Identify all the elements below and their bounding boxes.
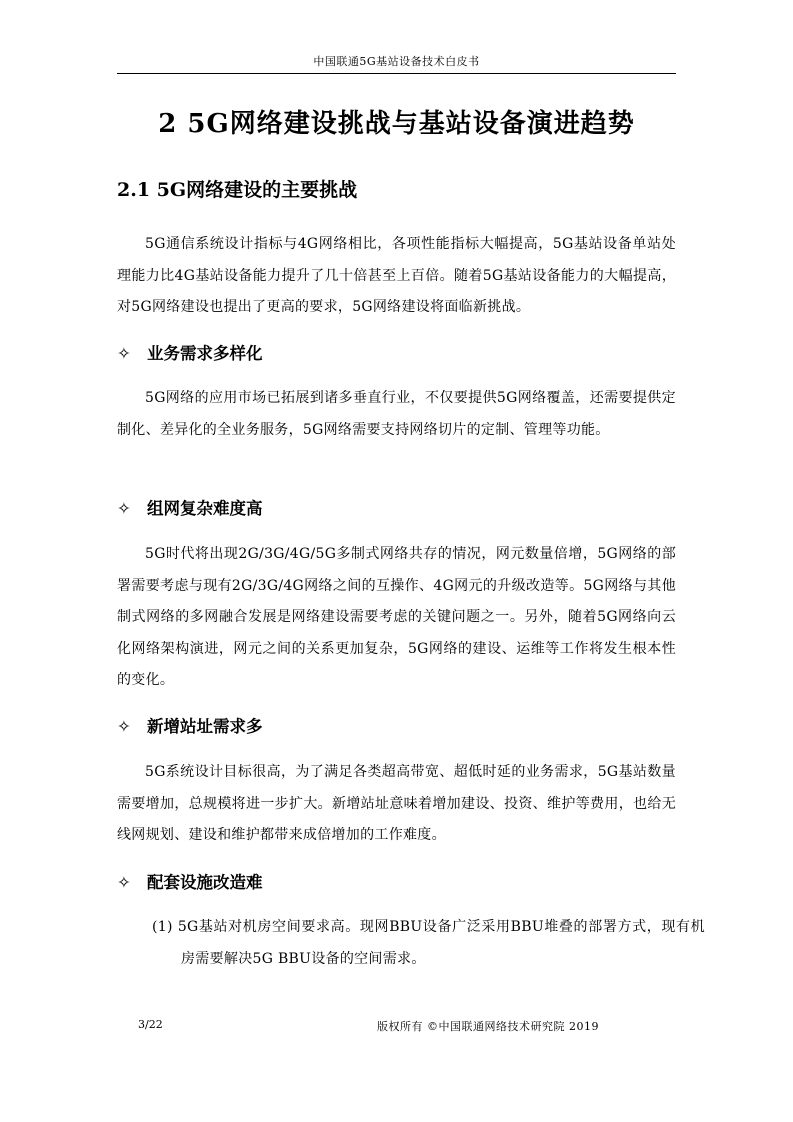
diamond-bullet-icon: ✧ bbox=[117, 499, 131, 518]
copyright-notice: 版权所有 ©中国联通网络技术研究院 2019 bbox=[377, 1020, 599, 1033]
header-divider bbox=[117, 73, 676, 74]
subsection-paragraph-2: 5G时代将出现2G/3G/4G/5G多制式网络共存的情况，网元数量倍增，5G网络的部署需要考虑与现有2G/3G/4G网络之间的互操作、4G网元的升级改造等。5G网络与其他制式网络的多网融合发展是网络建设需要考虑的关键问题之一。另外，随着5G网络向云化网络架构演进，网元之间的关系更加复杂，5G网络的建设、运维等工作将发生根本性的变化。 bbox=[117, 546, 676, 688]
subsection-title: 组网复杂难度高 bbox=[147, 499, 263, 518]
subsection-paragraph-1: 5G网络的应用市场已拓展到诸多垂直行业，不仅要提供5G网络覆盖，还需要提供定制化、差异化的全业务服务，5G网络需要支持网络切片的定制、管理等功能。 bbox=[117, 390, 676, 438]
subsection-heading-1 bbox=[117, 340, 263, 364]
running-header: 中国联通5G基站设备技术白皮书 bbox=[313, 55, 480, 68]
subsection-paragraph-3: 5G系统设计目标很高，为了满足各类超高带宽、超低时延的业务需求，5G基站数量需要增加，总规模将进一步扩大。新增站址意味着增加建设、投资、维护等费用，也给无线网规划、建设和维护都带来成倍增加的工作难度。 bbox=[117, 764, 676, 843]
subsection-title: 业务需求多样化 bbox=[147, 344, 263, 363]
subsection-title: 配套设施改造难 bbox=[147, 873, 263, 892]
section-title: 2.1 5G网络建设的主要挑战 bbox=[117, 179, 358, 201]
subsection-title: 新增站址需求多 bbox=[147, 717, 263, 736]
intro-paragraph: 5G通信系统设计指标与4G网络相比，各项性能指标大幅提高，5G基站设备单站处理能力比4G基站设备能力提升了几十倍甚至上百倍。随着5G基站设备能力的大幅提高，对5G网络建设也提出了更高的要求，5G网络建设将面临新挑战。 bbox=[117, 236, 676, 315]
subsection-heading-4 bbox=[117, 869, 263, 893]
list-item: (1) 5G基站对机房空间要求高。现网BBU设备广泛采用BBU堆叠的部署方式，现有机房需要解决5G BBU设备的空间需求。 bbox=[152, 919, 705, 967]
diamond-bullet-icon: ✧ bbox=[117, 344, 131, 363]
subsection-heading-2 bbox=[117, 495, 263, 519]
diamond-bullet-icon: ✧ bbox=[117, 717, 131, 736]
chapter-title: 2 5G网络建设挑战与基站设备演进趋势 bbox=[158, 109, 635, 139]
subsection-heading-3 bbox=[117, 713, 263, 737]
page-number: 3/22 bbox=[138, 1018, 163, 1031]
diamond-bullet-icon: ✧ bbox=[117, 873, 131, 892]
